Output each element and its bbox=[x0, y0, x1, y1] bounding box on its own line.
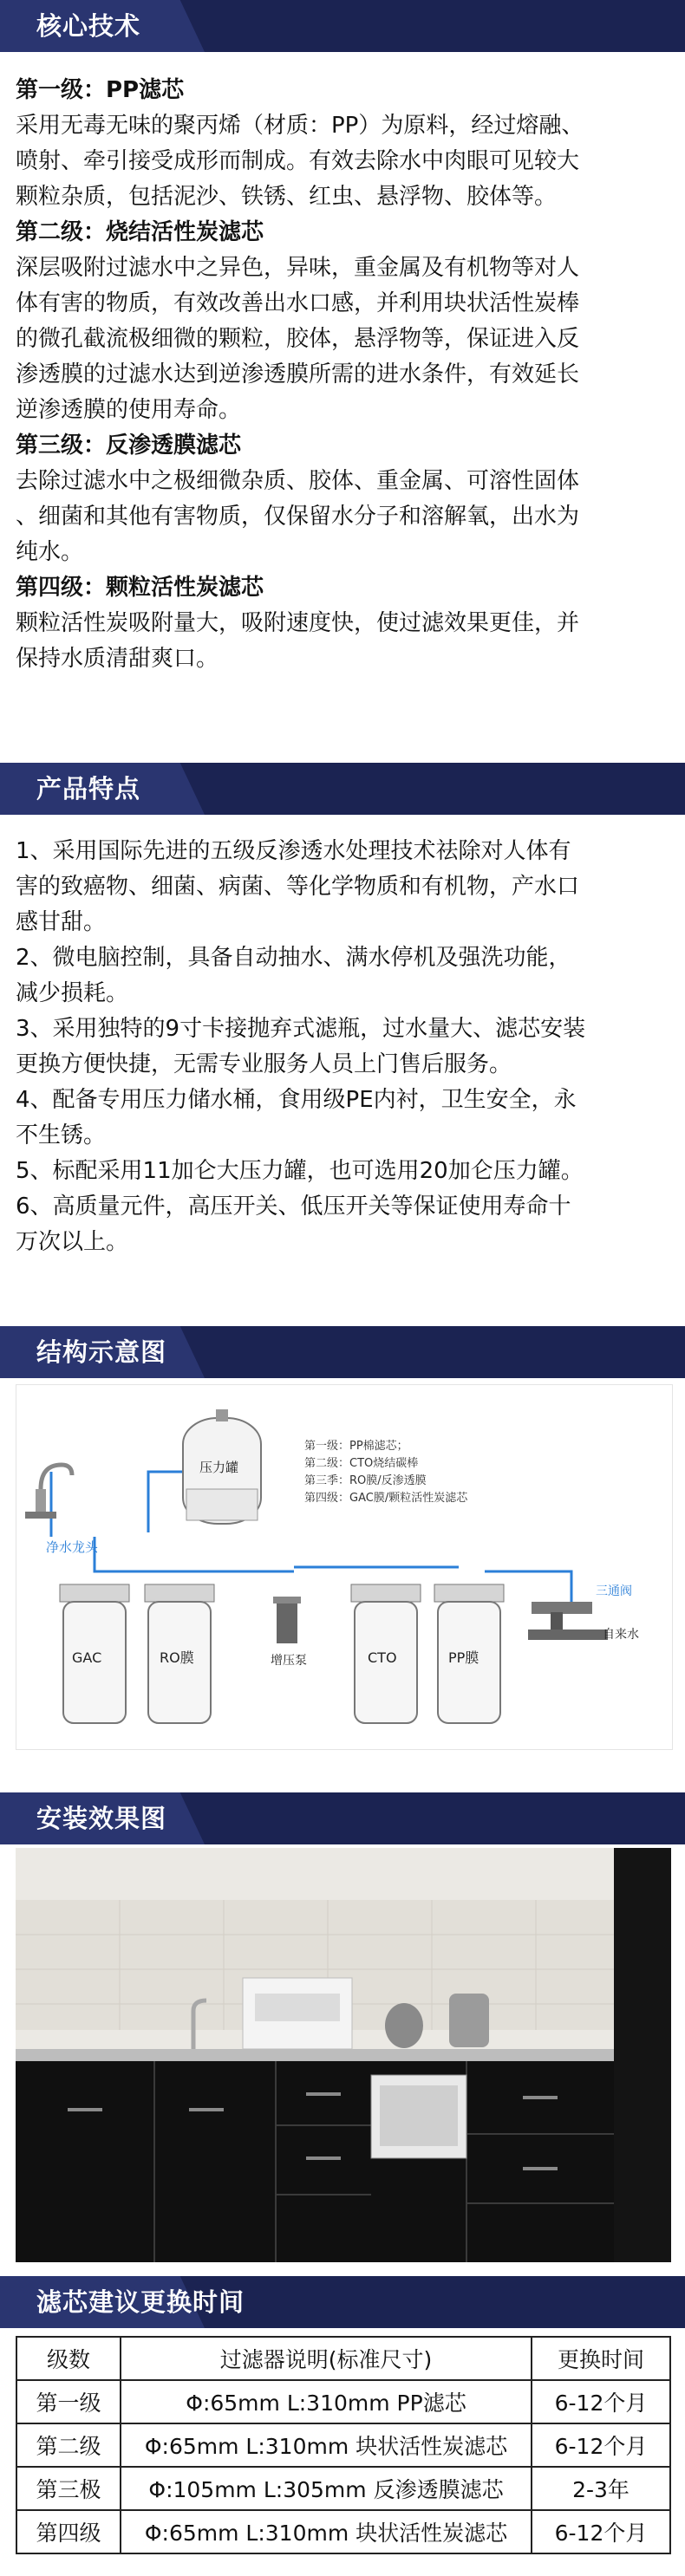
features-list bbox=[16, 834, 671, 1260]
table-header-cell: 级数 bbox=[16, 2337, 121, 2380]
stage4-title: 第四级：颗粒活性炭滤芯 bbox=[16, 575, 264, 601]
stage3-line: 纯水。 bbox=[16, 539, 84, 565]
feature-line: 害的致癌物、细菌、病菌、等化学物质和有机物，产水口 bbox=[16, 874, 580, 900]
valve-label: 三通阀 bbox=[596, 1584, 632, 1598]
section-header-replace bbox=[0, 2276, 685, 2328]
stage4-line: 颗粒活性炭吸附量大，吸附速度快，使过滤效果更佳，并 bbox=[16, 610, 580, 636]
structure-diagram bbox=[16, 1384, 673, 1750]
section-title: 滤芯建议更换时间 bbox=[36, 2287, 245, 2317]
legend-line: 第一级：PP棉滤芯； bbox=[304, 1440, 408, 1453]
section-header-features bbox=[0, 763, 685, 815]
replacement-table bbox=[16, 2336, 671, 2554]
feature-line: 1、采用国际先进的五级反渗透水处理技术祛除对人体有 bbox=[16, 838, 571, 864]
feature-line: 减少损耗。 bbox=[16, 980, 129, 1006]
table-cell: 第一级 bbox=[16, 2380, 121, 2423]
filter-cartridge-gac bbox=[60, 1584, 129, 1723]
stage3-line: 去除过滤水中之极细微杂质、胶体、重金属、可溶性固体 bbox=[16, 468, 580, 494]
section-header-core bbox=[0, 0, 685, 52]
faucet-icon bbox=[25, 1465, 72, 1519]
table-cell: 第二级 bbox=[16, 2423, 121, 2467]
feature-line: 感甘甜。 bbox=[16, 909, 107, 935]
table-cell: Φ:65mm L:310mm 块状活性炭滤芯 bbox=[121, 2423, 532, 2467]
stage1-line: 喷射、牵引接受成形而制成。有效去除水中肉眼可见较大 bbox=[16, 148, 580, 174]
stage1-line: 采用无毒无味的聚丙烯（材质：PP）为原料，经过熔融、 bbox=[16, 113, 584, 139]
stage4-line: 保持水质清甜爽口。 bbox=[16, 646, 219, 672]
legend-line: 第四级：GAC膜/颗粒活性炭滤芯 bbox=[304, 1492, 468, 1505]
table-row bbox=[16, 2510, 670, 2553]
stage2-line: 的微孔截流极细微的颗粒，胶体，悬浮物等，保证进入反 bbox=[16, 326, 580, 352]
section-title: 安装效果图 bbox=[36, 1804, 167, 1833]
three-way-valve-icon bbox=[528, 1602, 608, 1640]
stage2-title: 第二级：烧结活性炭滤芯 bbox=[16, 219, 264, 245]
table-header-row bbox=[16, 2337, 670, 2380]
stage1-title: 第一级：PP滤芯 bbox=[16, 77, 185, 103]
feature-line: 3、采用独特的9寸卡接抛弃式滤瓶，过水量大、滤芯安装 bbox=[16, 1016, 586, 1042]
pump-label: 增压泵 bbox=[271, 1654, 307, 1668]
table-cell: Φ:65mm L:310mm PP滤芯 bbox=[121, 2380, 532, 2423]
filter-cartridge-ro bbox=[145, 1584, 214, 1723]
filter-label: PP膜 bbox=[448, 1649, 480, 1666]
table-row bbox=[16, 2380, 670, 2423]
section-title: 结构示意图 bbox=[36, 1337, 167, 1367]
feature-line: 不生锈。 bbox=[16, 1122, 107, 1148]
section-header-structure bbox=[0, 1326, 685, 1378]
section-title: 核心技术 bbox=[36, 11, 141, 41]
table-cell: Φ:105mm L:305mm 反渗透膜滤芯 bbox=[121, 2467, 532, 2510]
feature-line: 6、高质量元件，高压开关、低压开关等保证使用寿命十 bbox=[16, 1194, 571, 1220]
tank-label: 压力罐 bbox=[199, 1460, 239, 1475]
section-header-install bbox=[0, 1792, 685, 1844]
stage2-line: 逆渗透膜的使用寿命。 bbox=[16, 397, 242, 423]
table-cell: 第三极 bbox=[16, 2467, 121, 2510]
core-tech-text bbox=[16, 73, 671, 677]
diagram-legend bbox=[304, 1439, 468, 1505]
table-cell: 2-3年 bbox=[532, 2467, 670, 2510]
table-row bbox=[16, 2423, 670, 2467]
table-cell: 6-12个月 bbox=[532, 2380, 670, 2423]
table-cell: 6-12个月 bbox=[532, 2510, 670, 2553]
table-cell: 6-12个月 bbox=[532, 2423, 670, 2467]
filter-cartridge-pp bbox=[434, 1584, 504, 1723]
tap-label: 自来水 bbox=[603, 1628, 639, 1642]
stage3-title: 第三级：反渗透膜滤芯 bbox=[16, 433, 242, 459]
stage2-line: 深层吸附过滤水中之异色，异味，重金属及有机物等对人 bbox=[16, 255, 580, 281]
kitchen-install-photo bbox=[16, 1848, 671, 2262]
table-row bbox=[16, 2467, 670, 2510]
stage3-line: 、细菌和其他有害物质，仅保留水分子和溶解氧，出水为 bbox=[16, 504, 580, 530]
feature-line: 4、配备专用压力储水桶，食用级PE内衬，卫生安全，永 bbox=[16, 1087, 577, 1113]
table-cell: 第四级 bbox=[16, 2510, 121, 2553]
booster-pump-icon bbox=[271, 1597, 307, 1668]
kitchen-illustration bbox=[16, 1848, 671, 2262]
stage2-line: 体有害的物质，有效改善出水口感，并利用块状活性炭棒 bbox=[16, 290, 580, 316]
table-cell: Φ:65mm L:310mm 块状活性炭滤芯 bbox=[121, 2510, 532, 2553]
table-header-cell: 更换时间 bbox=[532, 2337, 670, 2380]
filter-label: RO膜 bbox=[160, 1649, 194, 1666]
legend-line: 第二级：CTO烧结碳棒 bbox=[304, 1457, 419, 1470]
filter-cartridge-cto bbox=[351, 1584, 421, 1723]
filter-label: CTO bbox=[368, 1649, 397, 1666]
feature-line: 5、标配采用11加仑大压力罐，也可选用20加仑压力罐。 bbox=[16, 1158, 584, 1184]
feature-line: 2、微电脑控制，具备自动抽水、满水停机及强洗功能， bbox=[16, 945, 571, 971]
section-title: 产品特点 bbox=[36, 774, 141, 803]
legend-line: 第三季：RO膜/反渗透膜 bbox=[304, 1474, 427, 1487]
stage2-line: 渗透膜的过滤水达到逆渗透膜所需的进水条件，有效延长 bbox=[16, 361, 580, 387]
filter-label: GAC bbox=[72, 1649, 102, 1666]
table-header-cell: 过滤器说明(标准尺寸) bbox=[121, 2337, 532, 2380]
faucet-label: 净水龙头 bbox=[46, 1539, 99, 1555]
stage1-line: 颗粒杂质，包括泥沙、铁锈、红虫、悬浮物、胶体等。 bbox=[16, 184, 558, 210]
structure-diagram-svg bbox=[16, 1385, 672, 1749]
feature-line: 万次以上。 bbox=[16, 1229, 129, 1255]
feature-line: 更换方便快捷，无需专业服务人员上门售后服务。 bbox=[16, 1051, 512, 1077]
